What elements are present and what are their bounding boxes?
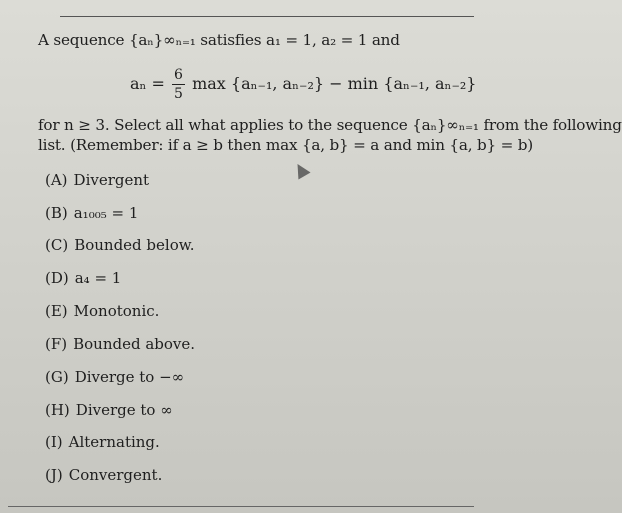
option-text: Diverge to ∞ [75,401,173,419]
option-text: Divergent [73,171,150,189]
option-text: a₄ = 1 [74,269,122,287]
option-text: Bounded above. [73,335,196,353]
option-text: Monotonic. [73,302,160,320]
option-e[interactable] [45,302,159,320]
option-g[interactable] [45,368,184,386]
equation-lhs: aₙ = [130,74,171,93]
recurrence-equation [130,68,476,101]
equation-rhs: max {aₙ₋₁, aₙ₋₂} − min {aₙ₋₁, aₙ₋₂} [192,74,477,93]
option-c[interactable] [45,236,195,254]
option-i[interactable] [45,433,160,451]
option-label: (H) [45,401,70,419]
option-d[interactable] [45,269,121,287]
option-label: (F) [45,335,68,353]
mouse-cursor-icon [291,160,310,179]
fraction-denominator: 5 [174,86,183,102]
problem-instruction: for n ≥ 3. Select all what applies to the sequence {aₙ}∞ₙ₌₁ from the following [38,116,622,134]
option-f[interactable] [45,335,195,353]
option-j[interactable] [45,466,162,484]
option-label: (D) [45,269,69,287]
option-label: (I) [45,433,63,451]
top-divider [60,16,474,17]
option-b[interactable] [45,204,138,222]
option-label: (C) [45,236,69,254]
option-label: (A) [45,171,68,189]
option-label: (E) [45,302,68,320]
option-label: (B) [45,204,68,222]
option-text: Alternating. [68,433,160,451]
option-text: Diverge to −∞ [74,368,185,386]
problem-reminder: list. (Remember: if a ≥ b then max {a, b} = a and min {a, b} = b) [38,136,534,154]
option-text: Bounded below. [74,236,195,254]
fraction-numerator: 6 [174,67,183,83]
problem-intro: A sequence {aₙ}∞ₙ₌₁ satisfies a₁ = 1, a₂ = 1 and [38,31,400,49]
option-h[interactable] [45,401,173,419]
option-text: a₁₀₀₅ = 1 [73,204,139,222]
fraction [172,68,185,101]
bottom-divider [8,506,474,507]
option-label: (G) [45,368,69,386]
option-a[interactable] [45,171,149,189]
option-text: Convergent. [68,466,163,484]
option-label: (J) [45,466,63,484]
